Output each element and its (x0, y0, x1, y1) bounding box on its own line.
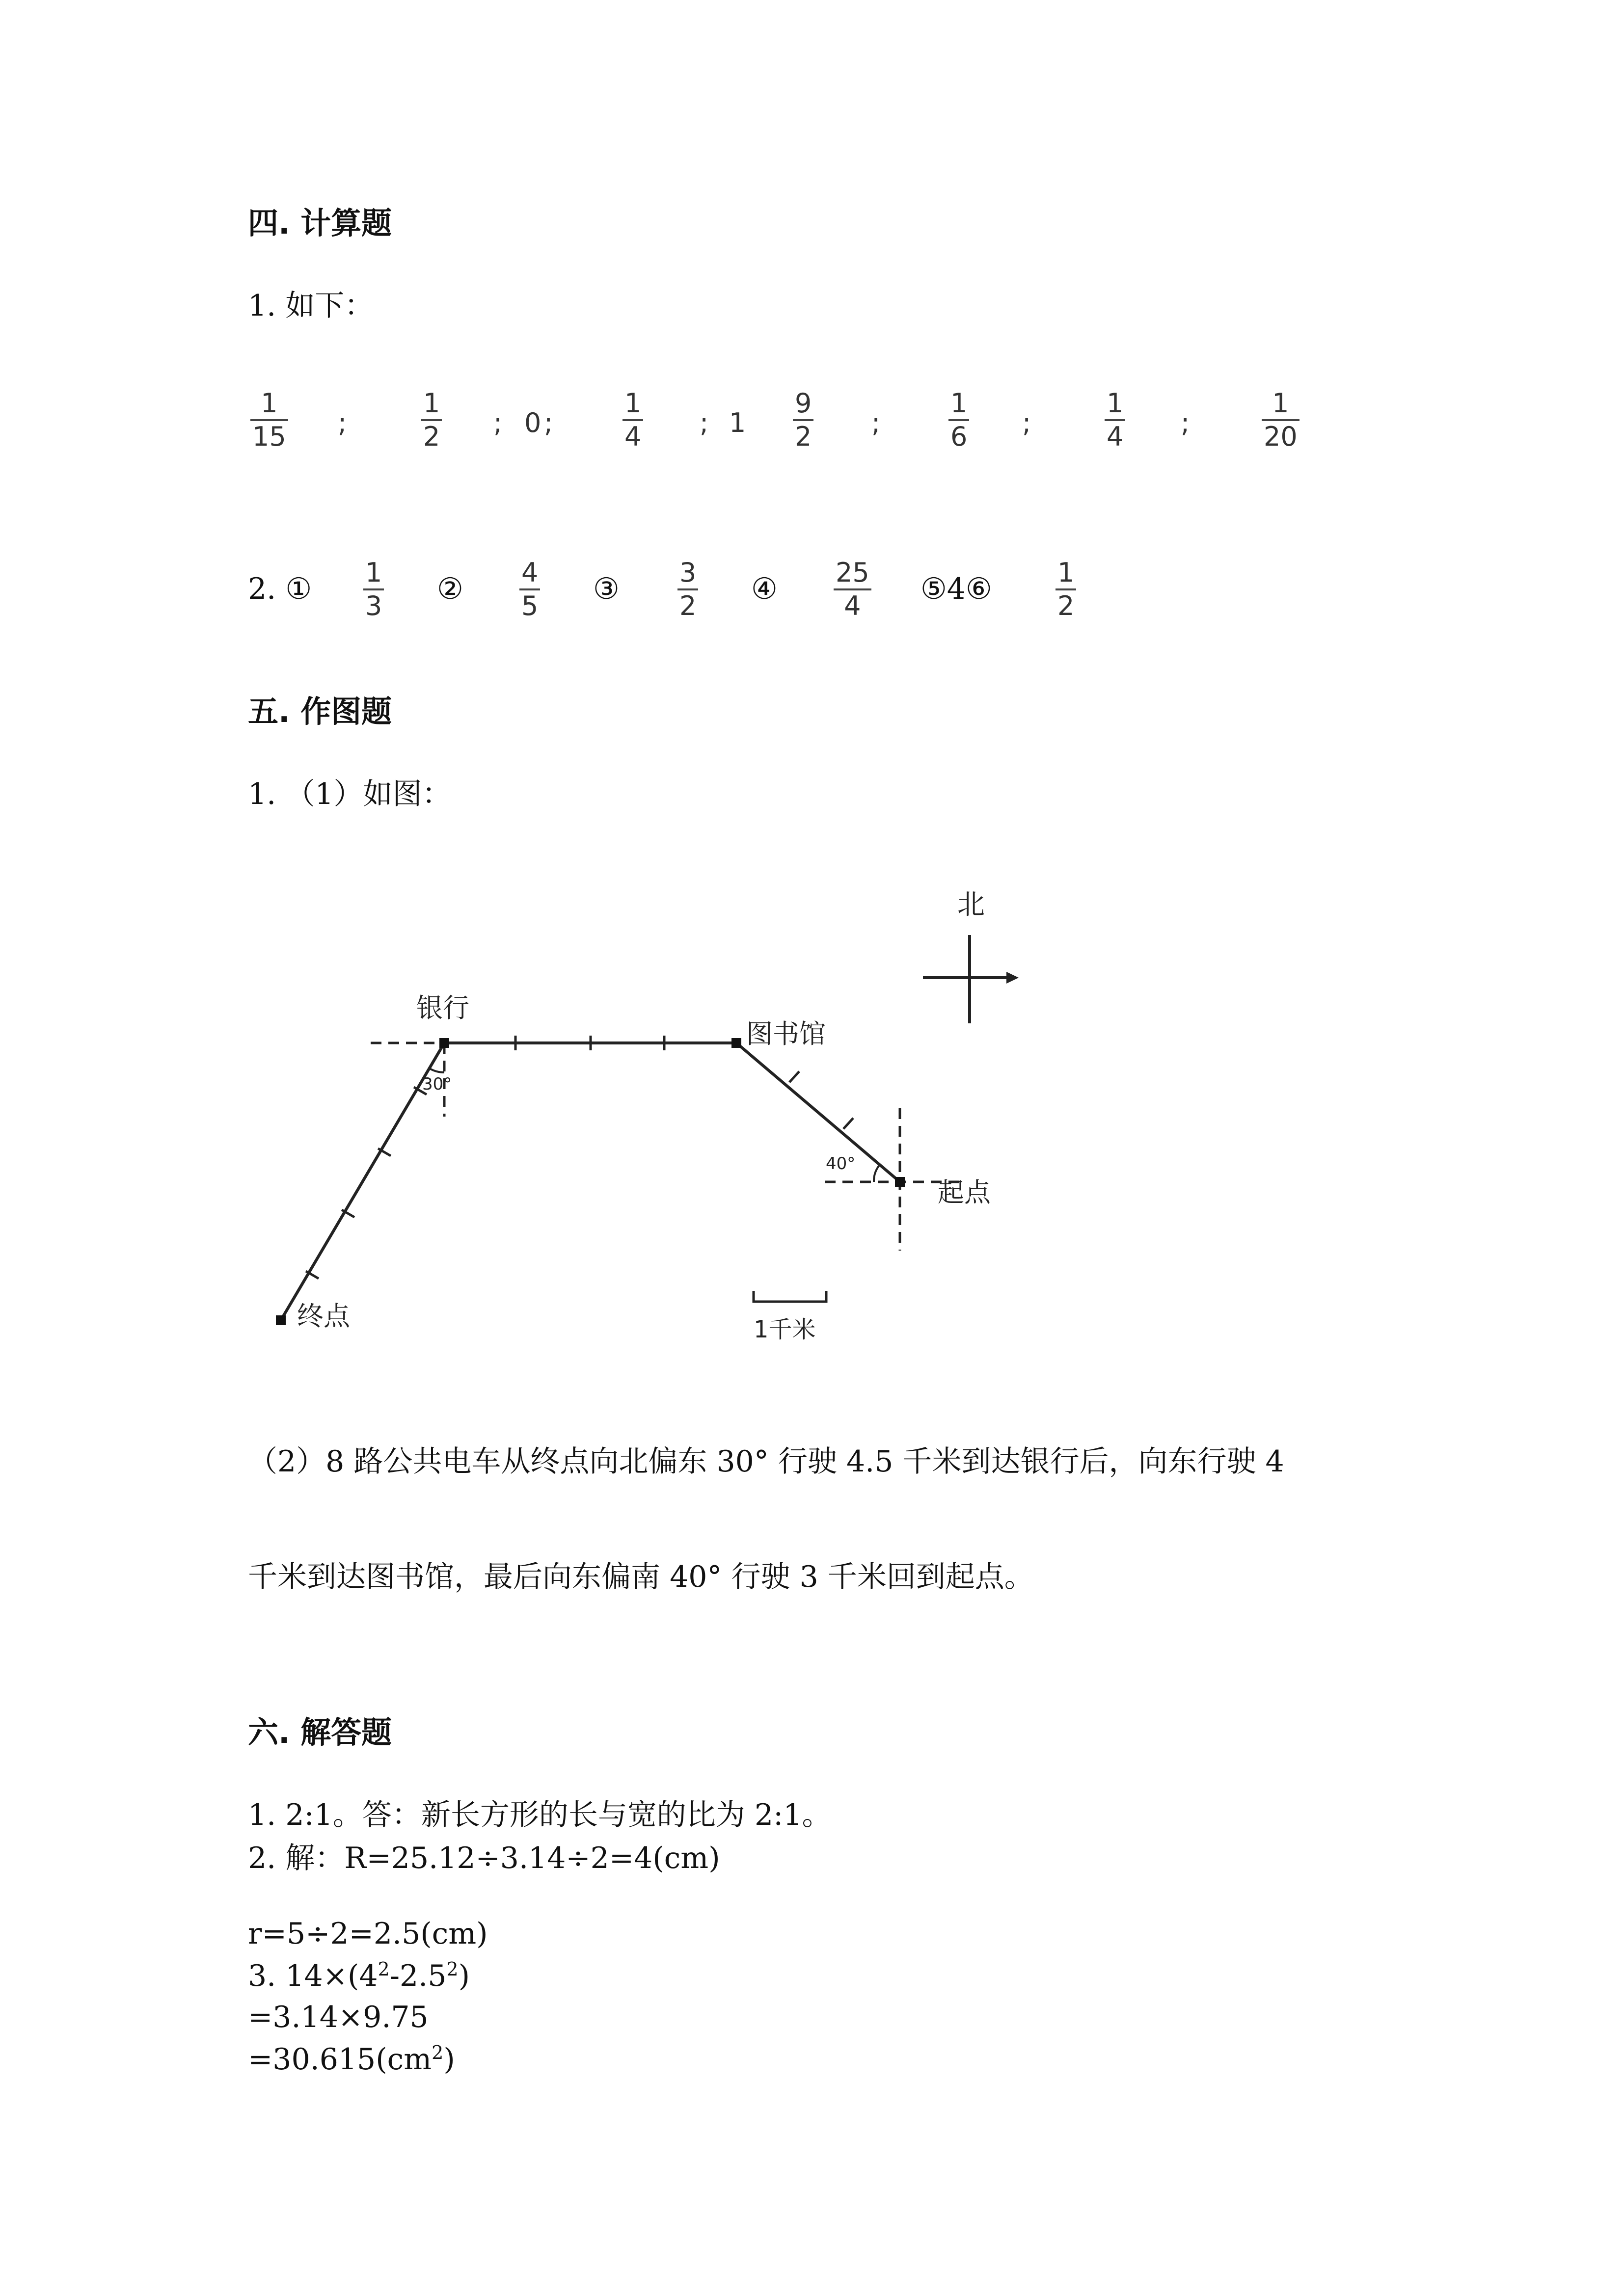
fraction-1-2: 1 2 (421, 388, 442, 453)
circled-4: ④ (751, 572, 778, 606)
section-title-drawing: 五. 作图题 (248, 694, 392, 729)
separator: ; (338, 407, 347, 438)
separator: ; (700, 407, 709, 438)
route-points (276, 1038, 905, 1325)
answer-2-line-2: r=5÷2=2.5(cm) (248, 1917, 488, 1951)
value-one: 1 (729, 407, 746, 438)
circled-2: ② (437, 572, 463, 606)
section-title-calculation: 四. 计算题 (248, 205, 392, 241)
separator: ; (1181, 407, 1190, 438)
fraction-1-4: 1 4 (623, 388, 643, 453)
bank-label: 银行 (416, 992, 469, 1023)
fraction-1-3: 1 3 (363, 557, 384, 622)
fraction-1-20: 1 20 (1262, 388, 1299, 453)
scale-label: 1千米 (754, 1316, 816, 1343)
fraction-1-4: 1 4 (1105, 388, 1125, 453)
circled-3: ③ (593, 572, 620, 606)
separator: ; (871, 407, 881, 438)
fraction-1-2: 1 2 (1056, 557, 1076, 622)
answer-line-2: 千米到达图书馆，最后向东偏南 40° 行驶 3 千米回到起点。 (248, 1560, 1034, 1594)
separator: ; (1022, 407, 1031, 438)
fraction-1-6: 1 6 (948, 388, 969, 453)
fraction-4-5: 4 5 (519, 557, 540, 622)
separator: ; (493, 407, 503, 438)
answer-2-line-5: $=30.615(cm^2)$ (248, 2042, 455, 2077)
section-title-answers: 六. 解答题 (248, 1714, 392, 1750)
angle-arcs (430, 1068, 880, 1182)
circled-5-4-6: ⑤4⑥ (920, 572, 992, 606)
question-1-label: 1. （1）如图： (248, 777, 452, 811)
answer-2-line-3: 3. $14\times(4^2-2.5^2)$ (248, 1958, 470, 1993)
library-label: 图书馆 (746, 1018, 826, 1049)
start-label: 起点 (938, 1177, 991, 1208)
value-zero: 0 (524, 407, 541, 438)
answer-line-1: （2）8 路公共电车从终点向北偏东 30° 行驶 4.5 千米到达银行后，向东行驶 4 (248, 1444, 1284, 1479)
angle-label-30: 30° (422, 1074, 452, 1094)
reference-lines (371, 1043, 962, 1251)
question-2-prefix: 2. ① (248, 572, 312, 606)
scale-bar (754, 1291, 826, 1302)
fraction-9-2: 9 2 (793, 388, 813, 453)
end-label: 终点 (297, 1301, 350, 1332)
answer-2-line-4: =3.14×9.75 (248, 2000, 429, 2034)
fraction-1-15: 1 15 (250, 388, 288, 453)
angle-label-40: 40° (826, 1154, 856, 1174)
answer-1: 1. 2:1。答：新长方形的长与宽的比为 2:1。 (248, 1798, 832, 1832)
compass-icon (923, 935, 1019, 1023)
separator: ; (544, 407, 553, 438)
north-label: 北 (957, 889, 985, 921)
answer-2-line-1: 2. 解：R=25.12÷3.14÷2=4(cm) (248, 1841, 720, 1875)
fraction-3-2: 3 2 (677, 557, 698, 622)
question-1-label: 1. 如下： (248, 289, 374, 323)
fraction-25-4: 25 4 (834, 557, 871, 622)
route-lines (281, 1043, 900, 1320)
